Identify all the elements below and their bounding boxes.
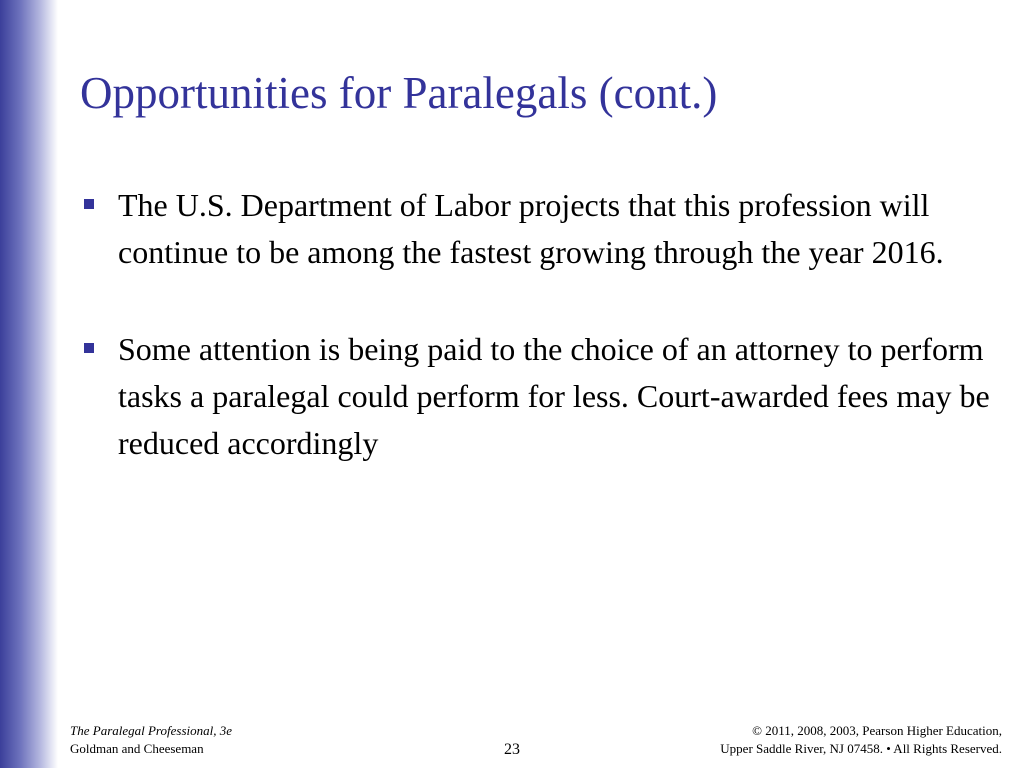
footer-book-title: The Paralegal Professional, 3e [70,723,233,738]
bullet-item [80,182,1005,276]
square-bullet-icon [84,343,94,353]
square-bullet-icon [84,199,94,209]
footer-book-info [70,722,232,758]
side-decorative-band [0,0,58,768]
copyright-line-1: © 2011, 2008, 2003, Pearson Higher Education, [752,723,1002,738]
bullet-text: The U.S. Department of Labor projects that this profession will continue to be among the fastest growing through the year 2016. [118,187,944,270]
page-number: 23 [504,741,520,758]
bullet-item [80,326,1005,467]
footer-authors: Goldman and Cheeseman [70,741,204,756]
slide-title: Opportunities for Paralegals (cont.) [80,68,718,118]
bullet-text: Some attention is being paid to the choice of an attorney to perform tasks a paralegal could perform for less. Court-awarded fees may be reduced accordingly [118,331,990,461]
copyright-line-2: Upper Saddle River, NJ 07458. • All Rights Reserved. [720,741,1002,756]
footer-copyright [720,722,1002,758]
bullet-list [80,182,1005,517]
